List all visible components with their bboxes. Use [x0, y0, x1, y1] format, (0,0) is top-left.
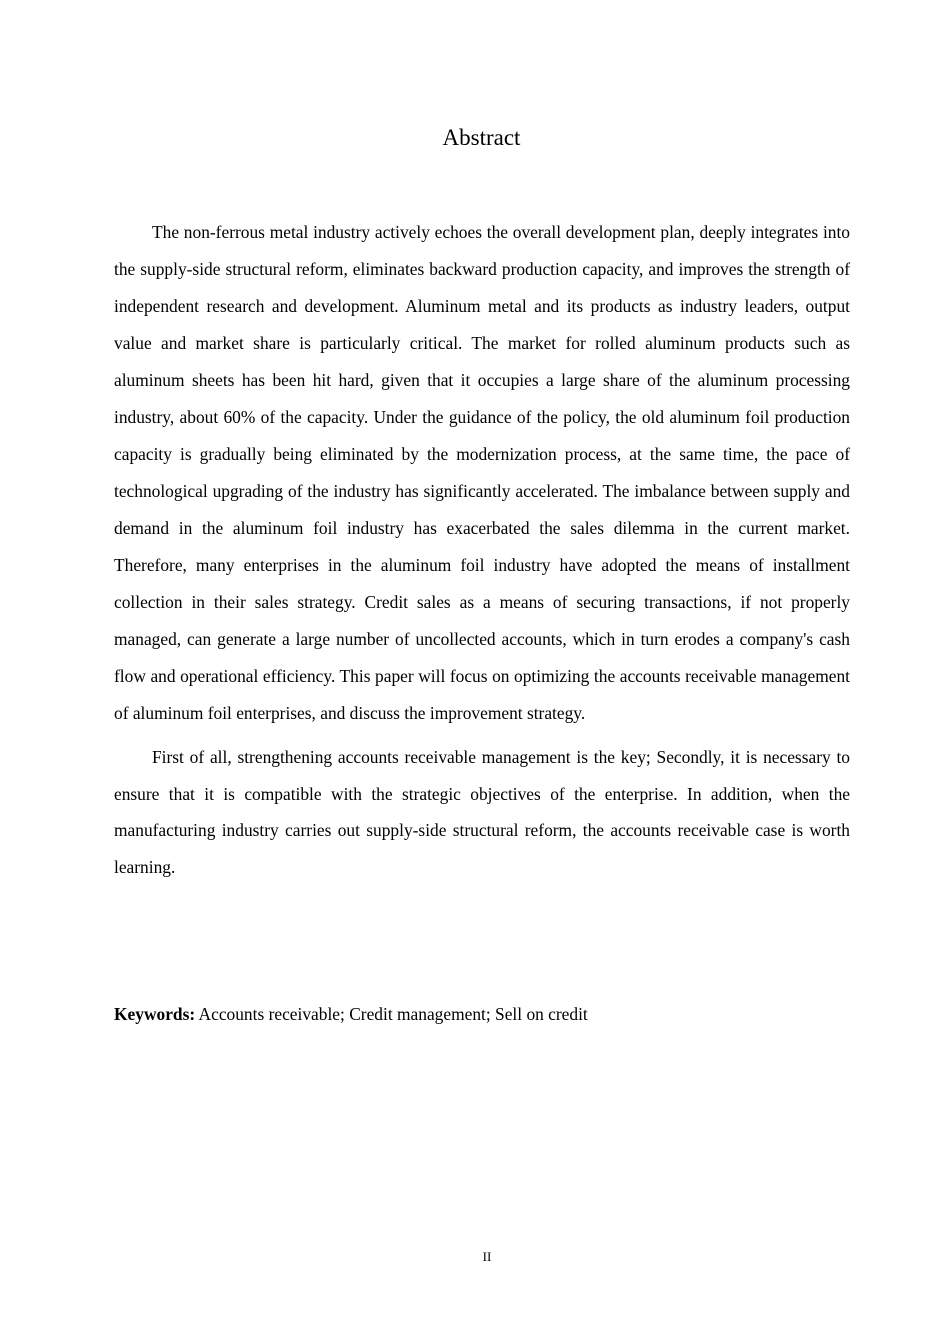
abstract-body — [114, 214, 850, 885]
abstract-paragraph: First of all, strengthening accounts receivable management is the key; Secondly, it is necessary to ensure that it is compatible with the strategic objectives of the enterprise. In addition, when the manufacturing industry carries out supply-side structural reform, the accounts receivable case is worth learning. — [114, 747, 850, 877]
page-number: II — [482, 1249, 492, 1264]
keywords-line — [114, 999, 850, 1029]
keywords-value: Accounts receivable; Credit management; Sell on credit — [198, 1004, 588, 1024]
abstract-paragraph: The non-ferrous metal industry actively echoes the overall development plan, deeply integrates into the supply-side structural reform, eliminates backward production capacity, and improves the strength of independent research and development. Aluminum metal and its products as industry leaders, output value and market share is particularly critical. The market for rolled aluminum products such as aluminum sheets has been hit hard, given that it occupies a large share of the aluminum processing industry, about 60% of the capacity. Under the guidance of the policy, the old aluminum foil production capacity is gradually being eliminated by the modernization process, at the same time, the pace of technological upgrading of the industry has significantly accelerated. The imbalance between supply and demand in the aluminum foil industry has exacerbated the sales dilemma in the current market. Therefore, many enterprises in the aluminum foil industry have adopted the means of installment collection in their sales strategy. Credit sales as a means of securing transactions, if not properly managed, can generate a large number of uncollected accounts, which in turn erodes a company's cash flow and operational efficiency. This paper will focus on optimizing the accounts receivable management of aluminum foil enterprises, and discuss the improvement strategy. — [114, 222, 850, 723]
keywords-label: Keywords: — [114, 1004, 196, 1024]
abstract-title: Abstract — [442, 125, 521, 150]
